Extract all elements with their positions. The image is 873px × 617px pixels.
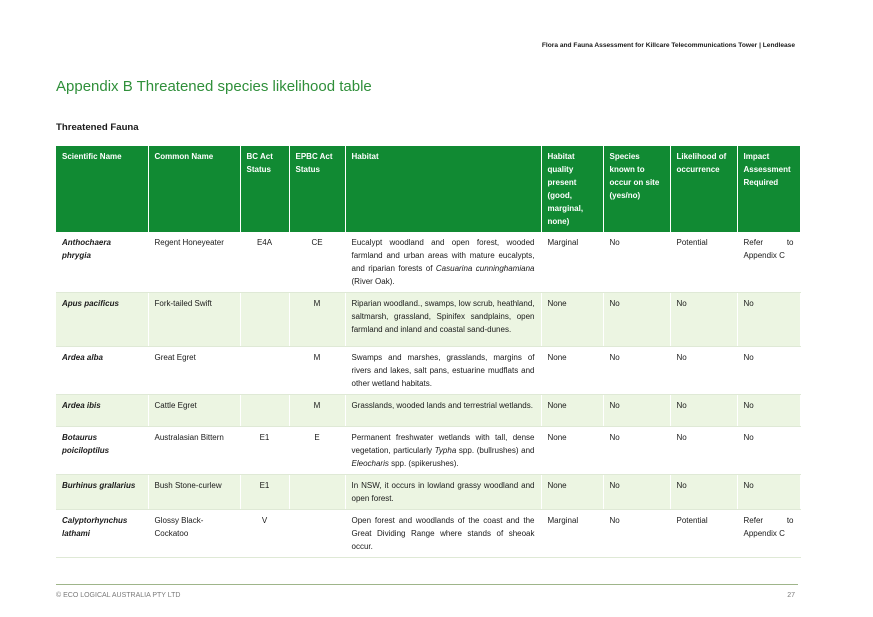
species-known-cell: No [603,475,670,510]
bc-status-cell: E1 [240,475,289,510]
epbc-status-cell: CE [289,232,345,293]
habitat-italic-text: Eleocharis [351,459,389,468]
common-name-cell: Great Egret [148,347,240,395]
impact-assessment-cell: No [737,395,800,427]
column-header: Scientific Name [56,146,148,232]
page-title: Appendix B Threatened species likelihood table [56,78,372,95]
table-row [56,395,800,427]
epbc-status-cell: E [289,427,345,475]
bc-status-cell: E4A [240,232,289,293]
habitat-quality-cell: None [541,395,603,427]
impact-assessment-cell: No [737,475,800,510]
species-known-cell: No [603,510,670,558]
column-header: Likelihood of occurrence [670,146,737,232]
scientific-name-cell: Calyptorhynchus lathami [56,510,148,558]
scientific-name-cell: Apus pacificus [56,293,148,347]
habitat-text: Riparian woodland., swamps, low scrub, heathland, saltmarsh, grassland, Spinifex sandplains, open farmland and inland and coastal sand-dunes. [351,299,535,334]
species-known-cell: No [603,427,670,475]
column-header: Impact Assessment Required [737,146,800,232]
likelihood-cell: No [670,293,737,347]
habitat-quality-cell: None [541,475,603,510]
likelihood-cell: Potential [670,232,737,293]
habitat-text: spp. (spikerushes). [388,459,459,468]
impact-assessment-cell: No [737,347,800,395]
common-name-cell: Australasian Bittern [148,427,240,475]
scientific-name-cell: Anthochaera phrygia [56,232,148,293]
habitat-quality-cell: None [541,347,603,395]
table-row [56,427,800,475]
table-row [56,232,800,293]
impact-assessment-cell: No [737,293,800,347]
threatened-species-table [56,146,801,558]
column-header: EPBC Act Status [289,146,345,232]
habitat-text: (River Oak). [351,277,395,286]
habitat-text: Permanent freshwater wetlands with tall, dense vegetation, particularly [351,433,535,455]
bc-status-cell: E1 [240,427,289,475]
species-known-cell: No [603,232,670,293]
habitat-cell [345,475,541,510]
common-name-cell: Regent Honeyeater [148,232,240,293]
habitat-italic-text: Casuarina cunninghamiana [435,264,535,273]
common-name-cell: Fork-tailed Swift [148,293,240,347]
habitat-cell [345,510,541,558]
scientific-name-cell: Ardea ibis [56,395,148,427]
table-row [56,510,800,558]
column-header: Habitat [345,146,541,232]
habitat-quality-cell: Marginal [541,510,603,558]
scientific-name-cell: Botaurus poiciloptilus [56,427,148,475]
common-name-cell: Glossy Black-Cockatoo [148,510,240,558]
column-header: Common Name [148,146,240,232]
scientific-name-cell: Ardea alba [56,347,148,395]
bc-status-cell [240,395,289,427]
footer-copyright: © ECO LOGICAL AUSTRALIA PTY LTD [56,592,181,599]
likelihood-cell: No [670,475,737,510]
likelihood-cell: No [670,347,737,395]
habitat-text: spp. (bullrushes) and [456,446,535,455]
habitat-cell [345,427,541,475]
habitat-cell [345,293,541,347]
likelihood-cell: Potential [670,510,737,558]
habitat-text: Open forest and woodlands of the coast and the Great Dividing Range where stands of sheoak occur. [351,516,535,551]
impact-assessment-cell: Refer to Appendix C [737,232,800,293]
epbc-status-cell: M [289,347,345,395]
scientific-name-cell: Burhinus grallarius [56,475,148,510]
epbc-status-cell: M [289,395,345,427]
species-known-cell: No [603,347,670,395]
common-name-cell: Bush Stone-curlew [148,475,240,510]
habitat-cell [345,395,541,427]
habitat-cell [345,232,541,293]
footer-divider [56,584,798,585]
habitat-text: Eucalypt woodland and open forest, wooded farmland and urban areas with mature eucalypts, and riparian forests of [351,238,535,273]
habitat-quality-cell: Marginal [541,232,603,293]
table-row [56,293,800,347]
impact-assessment-cell: No [737,427,800,475]
habitat-quality-cell: None [541,427,603,475]
column-header: Species known to occur on site (yes/no) [603,146,670,232]
document-running-header: Flora and Fauna Assessment for Killcare Telecommunications Tower | Lendlease [541,42,795,49]
common-name-cell: Cattle Egret [148,395,240,427]
likelihood-cell: No [670,427,737,475]
epbc-status-cell: M [289,293,345,347]
species-known-cell: No [603,293,670,347]
habitat-text: In NSW, it occurs in lowland grassy woodland and open forest. [351,481,535,503]
habitat-cell [345,347,541,395]
bc-status-cell: V [240,510,289,558]
habitat-text: Swamps and marshes, grasslands, margins of rivers and lakes, salt pans, estuarine mudflats and other wetland habitats. [351,353,535,388]
column-header: BC Act Status [240,146,289,232]
epbc-status-cell [289,510,345,558]
table-row [56,475,800,510]
habitat-text: Grasslands, wooded lands and terrestrial wetlands. [351,401,533,410]
table-row [56,347,800,395]
habitat-italic-text: Typha [434,446,457,455]
epbc-status-cell [289,475,345,510]
bc-status-cell [240,347,289,395]
habitat-quality-cell: None [541,293,603,347]
impact-assessment-cell: Refer to Appendix C [737,510,800,558]
table-header-row [56,146,800,232]
likelihood-cell: No [670,395,737,427]
footer-page-number: 27 [787,592,795,599]
species-known-cell: No [603,395,670,427]
section-title: Threatened Fauna [56,122,139,133]
bc-status-cell [240,293,289,347]
column-header: Habitat quality present (good, marginal, none) [541,146,603,232]
